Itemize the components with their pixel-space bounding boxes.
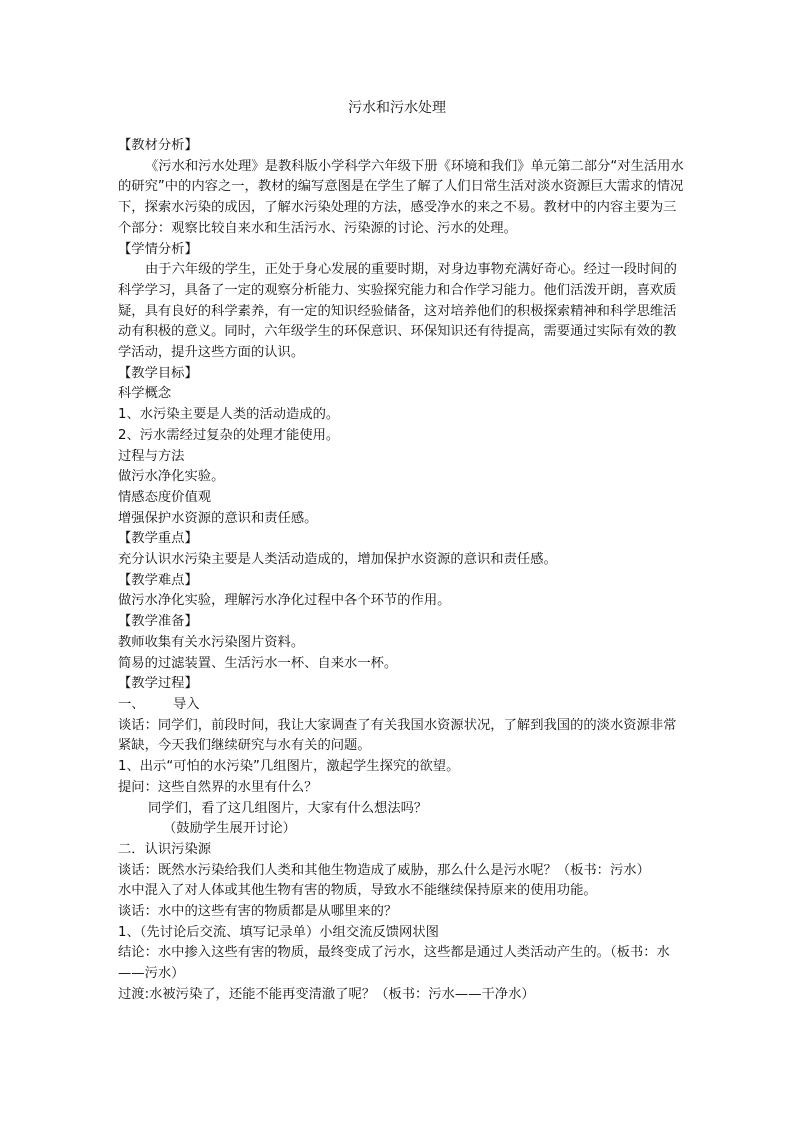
goal-item: 做污水净化实验。 — [118, 469, 225, 485]
document-title: 污水和污水处理 — [348, 100, 446, 116]
section-two-item: 1、（先讨论后交流、填写记录单）小组交流反馈网状图 — [118, 924, 439, 940]
preparation-item: 教师收集有关水污染图片资料。 — [118, 634, 305, 650]
heading-student-analysis: 【学情分析】 — [118, 241, 198, 257]
section-two-talk: 谈话：既然水污染给我们人类和其他生物造成了威胁，那么什么是污水呢？（板书：污水） — [118, 862, 650, 878]
goal-process-method: 过程与方法 — [118, 448, 185, 464]
section-one-question-followup: 同学们，看了这几组图片，大家有什么想法吗？ — [148, 800, 428, 816]
section-two-talk-question: 谈话：水中的这些有害的物质都是从哪里来的？ — [118, 904, 398, 920]
heading-teaching-process: 【教学过程】 — [118, 676, 198, 692]
heading-difficulty: 【教学难点】 — [118, 572, 198, 588]
goal-item: 2、污水需经过复杂的处理才能使用。 — [118, 427, 340, 443]
paragraph-difficulty: 做污水净化实验，理解污水净化过程中各个环节的作用。 — [118, 593, 451, 609]
goal-item: 1、水污染主要是人类的活动造成的。 — [118, 407, 340, 423]
heading-teaching-goals: 【教学目标】 — [118, 365, 198, 381]
section-one-heading — [118, 695, 684, 716]
paragraph-key-point: 充分认识水污染主要是人类活动造成的，增加保护水资源的意识和责任感。 — [118, 552, 557, 568]
preparation-item: 简易的过滤装置、生活污水一杯、自来水一杯。 — [118, 655, 398, 671]
heading-preparation: 【教学准备】 — [118, 614, 198, 630]
section-number: 一、 — [118, 696, 145, 712]
heading-textbook-analysis: 【教材分析】 — [118, 138, 198, 153]
section-two-transition: 过渡:水被污染了，还能不能再变清澈了呢？（板书：污水——干净水） — [118, 986, 535, 1002]
goal-attitude: 情感态度价值观 — [118, 489, 212, 505]
section-title: 导入 — [173, 696, 200, 712]
goal-science-concept: 科学概念 — [118, 386, 172, 402]
goal-item: 增强保护水资源的意识和责任感。 — [118, 510, 318, 526]
paragraph-student-analysis: 由于六年级的学生，正处于身心发展的重要时期，对身边事物充满好奇心。经过一段时间的科学学习，具备了一定的观察分析能力、实验探究能力和合作学习能力。他们活泼开朗，喜欢质疑，具有良好的科学素养，有一定的知识经验储备，这对培养他们的积极探索精神和科学思维活动有积极的意义。同时，六年级学生的环保意识、环保知识还有待提高，需要通过实际有效的教学活动，提升这些方面的认识。 — [118, 262, 677, 361]
heading-key-point: 【教学重点】 — [118, 531, 198, 547]
document-body — [118, 136, 684, 1006]
section-two-conclusion: 结论：水中掺入这些有害的物质，最终变成了污水，这些都是通过人类活动产生的。（板书：水——污水） — [118, 945, 670, 982]
section-one-note: （鼓励学生展开讨论） — [163, 821, 296, 837]
section-two-heading: 二．认识污染源 — [118, 841, 212, 857]
section-one-talk: 谈话：同学们，前段时间，我让大家调查了有关我国水资源状况，了解到我国的的淡水资源非常紧缺，今天我们继续研究与水有关的问题。 — [118, 717, 677, 754]
paragraph-textbook-analysis: 《污水和污水处理》是教科版小学科学六年级下册《环境和我们》单元第二部分“对生活用水的研究”中的内容之一，教材的编写意图是在学生了解了人们日常生活对淡水资源巨大需求的情况下，探索水污染的成因，了解水污染处理的方法，感受净水的来之不易。教材中的内容主要为三个部分：观察比较自来水和生活污水、污染源的讨论、污水的处理。 — [118, 158, 684, 236]
section-one-question: 提问：这些自然界的水里有什么？ — [118, 779, 318, 795]
section-two-definition: 水中混入了对人体或其他生物有害的物质，导致水不能继续保持原来的使用功能。 — [118, 883, 597, 899]
section-one-item: 1、出示“可怕的水污染”几组图片，激起学生探究的欲望。 — [118, 759, 460, 775]
